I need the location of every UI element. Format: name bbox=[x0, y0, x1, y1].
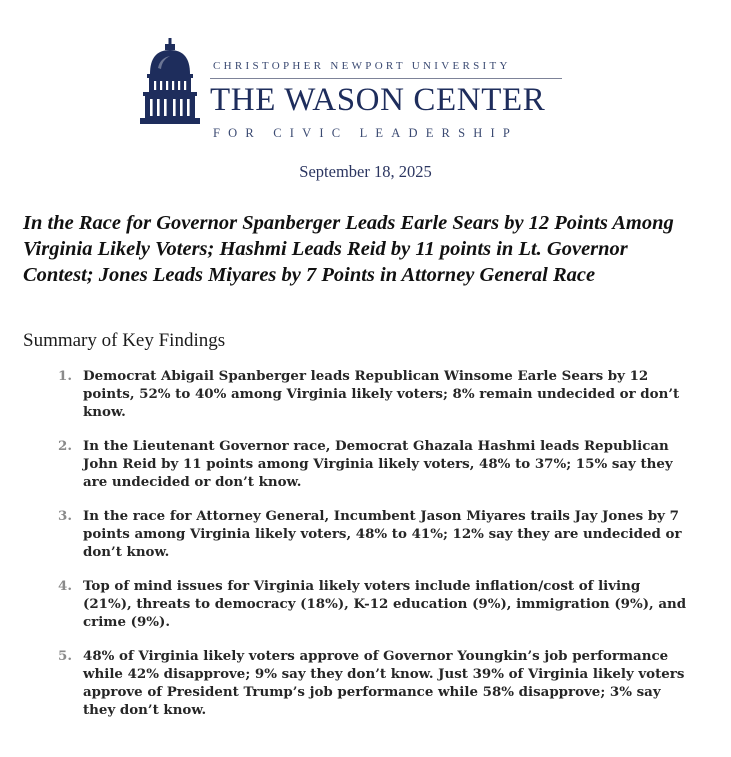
finding-number: 4. bbox=[58, 578, 72, 594]
finding-number: 3. bbox=[58, 508, 72, 524]
header-divider bbox=[210, 78, 562, 79]
center-subtitle: FOR CIVIC LEADERSHIP bbox=[213, 126, 518, 140]
university-name: CHRISTOPHER NEWPORT UNIVERSITY bbox=[213, 60, 511, 72]
wason-center-logo bbox=[140, 38, 580, 148]
headline: In the Race for Governor Spanberger Leads Earle Sears by 12 Points Among Virginia Likely Voters; Hashmi Leads Reid by 11 points in Lt. Governor Contest; Jones Leads Miyares by 7 Points in Attorney General Race bbox=[23, 212, 674, 286]
capitol-dome-icon bbox=[140, 38, 200, 124]
center-name: THE WASON CENTER bbox=[210, 82, 546, 118]
finding-item bbox=[0, 437, 693, 491]
finding-number: 2. bbox=[58, 438, 72, 454]
finding-item bbox=[0, 647, 693, 719]
finding-item bbox=[0, 367, 693, 421]
finding-number: 1. bbox=[58, 368, 72, 384]
finding-number: 5. bbox=[58, 648, 72, 664]
release-date: September 18, 2025 bbox=[299, 162, 432, 181]
finding-text: Top of mind issues for Virginia likely voters include inflation/cost of living (21%), threats to democracy (18%), K-12 education (9%), immigration (9%), and crime (9%). bbox=[83, 578, 687, 630]
finding-text: 48% of Virginia likely voters approve of Governor Youngkin’s job performance while 42% disapprove; 9% say they don’t know. Just 39% of Virginia likely voters approve of President Trump’s job performance while 58% disapprove; 3% say they don’t know. bbox=[83, 648, 685, 718]
finding-text: In the race for Attorney General, Incumbent Jason Miyares trails Jay Jones by 7 points among Virginia likely voters, 48% to 41%; 12% say they are undecided or don’t know. bbox=[83, 508, 682, 560]
summary-title: Summary of Key Findings bbox=[23, 330, 226, 351]
finding-text: In the Lieutenant Governor race, Democrat Ghazala Hashmi leads Republican John Reid by 11 points among Virginia likely voters, 48% to 37%; 15% say they are undecided or don’t know. bbox=[83, 438, 673, 490]
finding-item bbox=[0, 507, 693, 561]
finding-text: Democrat Abigail Spanberger leads Republican Winsome Earle Sears by 12 points, 52% to 40% among Virginia likely voters; 8% remain undecided or don’t know. bbox=[83, 368, 680, 420]
finding-item bbox=[0, 577, 693, 631]
findings-list bbox=[0, 367, 731, 735]
